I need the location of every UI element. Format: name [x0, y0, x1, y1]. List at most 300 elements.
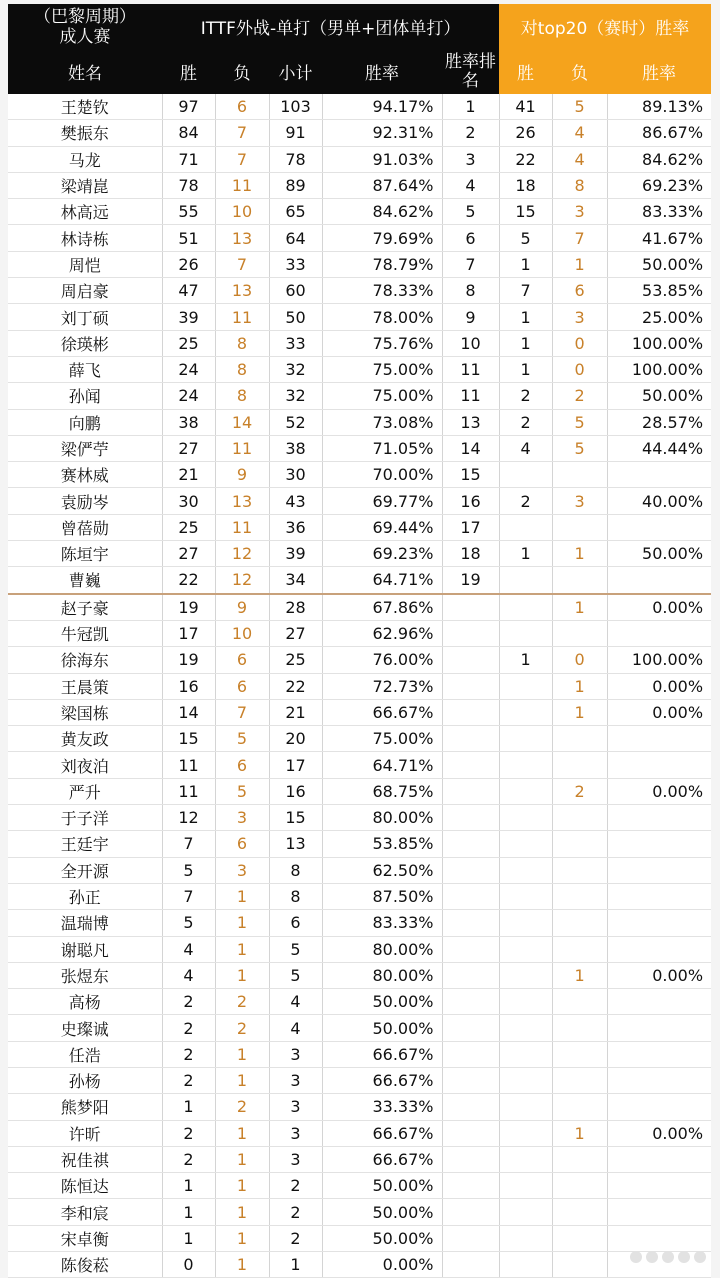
cell-top20-pct	[607, 989, 711, 1015]
cell-top20-win: 4	[499, 435, 552, 461]
cell-loss: 2	[215, 989, 269, 1015]
cell-total: 103	[269, 94, 322, 120]
cell-name: 梁国栋	[8, 699, 162, 725]
cell-rank	[442, 831, 499, 857]
table-row	[8, 778, 711, 804]
cell-top20-win	[499, 1120, 552, 1146]
cell-name: 赵子豪	[8, 594, 162, 621]
table-row	[8, 962, 711, 988]
cell-top20-win: 1	[499, 356, 552, 382]
cell-rank	[442, 752, 499, 778]
cell-win: 2	[162, 1015, 215, 1041]
cell-top20-loss	[552, 831, 607, 857]
cell-top20-win	[499, 936, 552, 962]
cell-loss: 9	[215, 462, 269, 488]
cell-pct: 87.64%	[322, 172, 442, 198]
cell-top20-loss: 3	[552, 488, 607, 514]
cell-top20-pct	[607, 514, 711, 540]
cell-loss: 7	[215, 699, 269, 725]
cell-name: 孙正	[8, 883, 162, 909]
cell-loss: 1	[215, 1041, 269, 1067]
table-row	[8, 1225, 711, 1251]
col-header-total: 小计	[269, 49, 322, 94]
cell-top20-win	[499, 1146, 552, 1172]
cell-win: 55	[162, 199, 215, 225]
cell-win: 17	[162, 620, 215, 646]
cell-loss: 6	[215, 647, 269, 673]
cell-rank	[442, 989, 499, 1015]
cell-top20-win	[499, 673, 552, 699]
cell-win: 24	[162, 356, 215, 382]
cell-pct: 84.62%	[322, 199, 442, 225]
cell-top20-loss: 1	[552, 699, 607, 725]
cell-name: 徐海东	[8, 647, 162, 673]
table-row	[8, 910, 711, 936]
cell-name: 梁靖崑	[8, 172, 162, 198]
cell-win: 7	[162, 883, 215, 909]
cell-name: 薛飞	[8, 356, 162, 382]
cell-top20-win	[499, 752, 552, 778]
cell-pct: 50.00%	[322, 989, 442, 1015]
cell-loss: 5	[215, 778, 269, 804]
cell-loss: 7	[215, 146, 269, 172]
cell-top20-pct: 44.44%	[607, 435, 711, 461]
table-row	[8, 409, 711, 435]
cell-top20-loss	[552, 1146, 607, 1172]
cell-top20-win	[499, 1225, 552, 1251]
cell-name: 梁俨苧	[8, 435, 162, 461]
cell-total: 52	[269, 409, 322, 435]
cell-top20-pct: 0.00%	[607, 594, 711, 621]
cell-top20-win: 2	[499, 383, 552, 409]
cell-pct: 87.50%	[322, 883, 442, 909]
cell-loss: 8	[215, 383, 269, 409]
cell-total: 1	[269, 1252, 322, 1278]
cell-rank	[442, 857, 499, 883]
table-row	[8, 1199, 711, 1225]
cell-win: 1	[162, 1094, 215, 1120]
cell-top20-loss	[552, 989, 607, 1015]
cell-name: 周恺	[8, 251, 162, 277]
cell-top20-loss: 0	[552, 356, 607, 382]
cell-top20-pct: 0.00%	[607, 699, 711, 725]
cell-name: 高杨	[8, 989, 162, 1015]
cell-win: 2	[162, 989, 215, 1015]
table-row	[8, 647, 711, 673]
cell-name: 陈垣宇	[8, 541, 162, 567]
cell-top20-pct: 84.62%	[607, 146, 711, 172]
cell-top20-pct	[607, 726, 711, 752]
cell-top20-loss	[552, 726, 607, 752]
cell-pct: 75.00%	[322, 726, 442, 752]
table-row	[8, 278, 711, 304]
cell-top20-win: 1	[499, 304, 552, 330]
cell-pct: 69.23%	[322, 541, 442, 567]
cell-top20-loss	[552, 514, 607, 540]
cell-top20-win	[499, 1015, 552, 1041]
cell-top20-pct	[607, 857, 711, 883]
cell-loss: 13	[215, 278, 269, 304]
col-header-top20-pct: 胜率	[607, 49, 711, 94]
cell-top20-pct: 83.33%	[607, 199, 711, 225]
cell-top20-win	[499, 726, 552, 752]
table-header	[8, 4, 711, 94]
cell-top20-loss	[552, 1225, 607, 1251]
cell-name: 张煜东	[8, 962, 162, 988]
cell-total: 2	[269, 1173, 322, 1199]
cell-top20-pct: 100.00%	[607, 647, 711, 673]
table-row	[8, 94, 711, 120]
cell-pct: 92.31%	[322, 120, 442, 146]
cell-name: 全开源	[8, 857, 162, 883]
corner-label-line1: （巴黎周期）	[34, 6, 136, 27]
cell-rank	[442, 1225, 499, 1251]
cell-total: 65	[269, 199, 322, 225]
cell-loss: 11	[215, 514, 269, 540]
table-row	[8, 251, 711, 277]
cell-top20-loss: 1	[552, 251, 607, 277]
cell-top20-pct	[607, 1067, 711, 1093]
cell-name: 刘丁硕	[8, 304, 162, 330]
cell-top20-loss: 2	[552, 778, 607, 804]
cell-name: 熊梦阳	[8, 1094, 162, 1120]
cell-pct: 64.71%	[322, 567, 442, 594]
cell-rank	[442, 726, 499, 752]
cell-rank	[442, 673, 499, 699]
cell-top20-loss: 0	[552, 330, 607, 356]
table-row	[8, 699, 711, 725]
cell-win: 39	[162, 304, 215, 330]
cell-top20-loss: 1	[552, 541, 607, 567]
cell-loss: 11	[215, 172, 269, 198]
cell-win: 1	[162, 1225, 215, 1251]
cell-top20-loss	[552, 1252, 607, 1278]
cell-name: 马龙	[8, 146, 162, 172]
cell-top20-loss	[552, 1015, 607, 1041]
col-header-pct: 胜率	[322, 49, 442, 94]
cell-pct: 91.03%	[322, 146, 442, 172]
cell-top20-loss	[552, 936, 607, 962]
cell-total: 91	[269, 120, 322, 146]
cell-top20-pct	[607, 883, 711, 909]
table-row	[8, 304, 711, 330]
cell-rank	[442, 778, 499, 804]
cell-loss: 9	[215, 594, 269, 621]
cell-win: 2	[162, 1041, 215, 1067]
cell-win: 4	[162, 962, 215, 988]
cell-loss: 6	[215, 673, 269, 699]
cell-rank: 2	[442, 120, 499, 146]
cell-total: 32	[269, 356, 322, 382]
table-row	[8, 936, 711, 962]
cell-name: 周启豪	[8, 278, 162, 304]
col-header-loss: 负	[215, 49, 269, 94]
cell-top20-loss	[552, 857, 607, 883]
cell-win: 12	[162, 805, 215, 831]
cell-name: 樊振东	[8, 120, 162, 146]
cell-pct: 50.00%	[322, 1173, 442, 1199]
cell-top20-win	[499, 462, 552, 488]
cell-total: 3	[269, 1094, 322, 1120]
cell-top20-loss	[552, 462, 607, 488]
cell-top20-pct: 50.00%	[607, 251, 711, 277]
cell-pct: 80.00%	[322, 962, 442, 988]
cell-win: 0	[162, 1252, 215, 1278]
cell-top20-pct	[607, 462, 711, 488]
cell-top20-loss: 6	[552, 278, 607, 304]
table-row	[8, 857, 711, 883]
cell-total: 33	[269, 251, 322, 277]
table-row	[8, 435, 711, 461]
cell-name: 孙闻	[8, 383, 162, 409]
table-row	[8, 805, 711, 831]
cell-pct: 71.05%	[322, 435, 442, 461]
cell-top20-win: 2	[499, 409, 552, 435]
cell-total: 6	[269, 910, 322, 936]
cell-name: 林诗栋	[8, 225, 162, 251]
cell-win: 14	[162, 699, 215, 725]
watermark	[630, 1251, 706, 1263]
table-row	[8, 462, 711, 488]
cell-top20-pct	[607, 805, 711, 831]
cell-total: 2	[269, 1199, 322, 1225]
cell-total: 38	[269, 435, 322, 461]
cell-top20-win: 1	[499, 541, 552, 567]
cell-top20-pct: 0.00%	[607, 962, 711, 988]
group-header-main: ITTF外战-单打（男单+团体单打）	[162, 4, 499, 49]
cell-rank: 17	[442, 514, 499, 540]
table-row	[8, 383, 711, 409]
cell-win: 26	[162, 251, 215, 277]
cell-loss: 1	[215, 1120, 269, 1146]
cell-top20-loss: 5	[552, 435, 607, 461]
table-row	[8, 567, 711, 594]
col-header-win: 胜	[162, 49, 215, 94]
cell-pct: 75.00%	[322, 383, 442, 409]
cell-pct: 64.71%	[322, 752, 442, 778]
cell-name: 任浩	[8, 1041, 162, 1067]
cell-total: 60	[269, 278, 322, 304]
cell-total: 32	[269, 383, 322, 409]
cell-rank	[442, 1094, 499, 1120]
cell-pct: 69.77%	[322, 488, 442, 514]
cell-top20-pct	[607, 1015, 711, 1041]
watermark-dot	[630, 1251, 642, 1263]
cell-top20-win	[499, 1173, 552, 1199]
cell-rank: 6	[442, 225, 499, 251]
cell-name: 祝佳祺	[8, 1146, 162, 1172]
cell-top20-loss: 7	[552, 225, 607, 251]
cell-top20-loss: 3	[552, 304, 607, 330]
cell-pct: 53.85%	[322, 831, 442, 857]
cell-pct: 79.69%	[322, 225, 442, 251]
cell-top20-loss: 4	[552, 120, 607, 146]
cell-top20-loss	[552, 1041, 607, 1067]
cell-name: 陈俊菘	[8, 1252, 162, 1278]
cell-loss: 1	[215, 962, 269, 988]
cell-top20-win	[499, 778, 552, 804]
cell-loss: 12	[215, 541, 269, 567]
cell-name: 赛林威	[8, 462, 162, 488]
cell-loss: 7	[215, 251, 269, 277]
table-row	[8, 330, 711, 356]
cell-pct: 80.00%	[322, 805, 442, 831]
cell-rank	[442, 699, 499, 725]
cell-rank	[442, 620, 499, 646]
table-row	[8, 594, 711, 621]
cell-win: 15	[162, 726, 215, 752]
cell-win: 27	[162, 541, 215, 567]
cell-top20-loss: 4	[552, 146, 607, 172]
cell-loss: 2	[215, 1094, 269, 1120]
cell-name: 曾蓓勋	[8, 514, 162, 540]
cell-rank: 11	[442, 356, 499, 382]
cell-top20-win	[499, 1094, 552, 1120]
col-header-name: 姓名	[8, 49, 162, 94]
cell-top20-pct: 86.67%	[607, 120, 711, 146]
cell-top20-win: 26	[499, 120, 552, 146]
cell-top20-win: 15	[499, 199, 552, 225]
cell-loss: 1	[215, 1252, 269, 1278]
cell-top20-win	[499, 805, 552, 831]
cell-top20-win: 18	[499, 172, 552, 198]
table-row	[8, 356, 711, 382]
cell-rank: 1	[442, 94, 499, 120]
cell-top20-win	[499, 1199, 552, 1225]
cell-win: 24	[162, 383, 215, 409]
cell-total: 8	[269, 857, 322, 883]
cell-top20-pct	[607, 936, 711, 962]
cell-top20-win: 2	[499, 488, 552, 514]
cell-top20-win	[499, 962, 552, 988]
watermark-dot	[662, 1251, 674, 1263]
cell-win: 5	[162, 910, 215, 936]
cell-win: 25	[162, 514, 215, 540]
cell-loss: 5	[215, 726, 269, 752]
cell-top20-loss: 5	[552, 409, 607, 435]
table-row	[8, 1173, 711, 1199]
cell-rank	[442, 1173, 499, 1199]
cell-top20-loss	[552, 1094, 607, 1120]
table-row	[8, 883, 711, 909]
cell-win: 30	[162, 488, 215, 514]
cell-name: 陈恒达	[8, 1173, 162, 1199]
cell-top20-loss: 3	[552, 199, 607, 225]
cell-win: 47	[162, 278, 215, 304]
cell-name: 徐瑛彬	[8, 330, 162, 356]
cell-rank: 4	[442, 172, 499, 198]
cell-top20-pct: 0.00%	[607, 673, 711, 699]
cell-top20-loss: 1	[552, 1120, 607, 1146]
cell-name: 李和宸	[8, 1199, 162, 1225]
cell-top20-loss: 0	[552, 647, 607, 673]
cell-name: 许昕	[8, 1120, 162, 1146]
cell-loss: 11	[215, 304, 269, 330]
table-row	[8, 514, 711, 540]
cell-name: 黄友政	[8, 726, 162, 752]
cell-top20-win	[499, 699, 552, 725]
cell-top20-loss	[552, 1199, 607, 1225]
cell-top20-loss: 2	[552, 383, 607, 409]
cell-top20-win: 22	[499, 146, 552, 172]
cell-top20-pct: 100.00%	[607, 330, 711, 356]
cell-pct: 80.00%	[322, 936, 442, 962]
table-row	[8, 1067, 711, 1093]
cell-name: 谢聪凡	[8, 936, 162, 962]
cell-rank	[442, 1252, 499, 1278]
cell-total: 2	[269, 1225, 322, 1251]
cell-total: 15	[269, 805, 322, 831]
cell-pct: 68.75%	[322, 778, 442, 804]
cell-top20-win	[499, 857, 552, 883]
table-row	[8, 172, 711, 198]
cell-top20-pct: 0.00%	[607, 778, 711, 804]
cell-top20-loss	[552, 567, 607, 594]
cell-top20-loss	[552, 752, 607, 778]
cell-loss: 2	[215, 1015, 269, 1041]
cell-rank	[442, 936, 499, 962]
cell-name: 向鹏	[8, 409, 162, 435]
corner-label-line2: 成人赛	[59, 26, 111, 47]
cell-name: 刘夜泊	[8, 752, 162, 778]
cell-top20-loss: 1	[552, 673, 607, 699]
cell-total: 30	[269, 462, 322, 488]
table-row	[8, 1120, 711, 1146]
cell-top20-win: 1	[499, 647, 552, 673]
cell-rank: 18	[442, 541, 499, 567]
cell-top20-pct	[607, 831, 711, 857]
cell-total: 4	[269, 989, 322, 1015]
cell-top20-loss: 1	[552, 962, 607, 988]
col-header-top20-loss: 负	[552, 49, 607, 94]
cell-rank	[442, 1146, 499, 1172]
cell-top20-win	[499, 883, 552, 909]
cell-rank: 8	[442, 278, 499, 304]
cell-rank: 10	[442, 330, 499, 356]
table-row	[8, 726, 711, 752]
cell-pct: 75.00%	[322, 356, 442, 382]
cell-total: 78	[269, 146, 322, 172]
cell-win: 21	[162, 462, 215, 488]
cell-rank	[442, 1041, 499, 1067]
cell-total: 27	[269, 620, 322, 646]
col-header-rank: 胜率排名	[442, 49, 499, 94]
cell-loss: 8	[215, 330, 269, 356]
cell-total: 21	[269, 699, 322, 725]
cell-pct: 70.00%	[322, 462, 442, 488]
cell-total: 5	[269, 962, 322, 988]
cell-rank	[442, 1015, 499, 1041]
cell-top20-pct: 89.13%	[607, 94, 711, 120]
cell-loss: 6	[215, 831, 269, 857]
cell-pct: 73.08%	[322, 409, 442, 435]
cell-loss: 1	[215, 936, 269, 962]
cell-name: 曹巍	[8, 567, 162, 594]
cell-top20-pct: 53.85%	[607, 278, 711, 304]
cell-rank: 5	[442, 199, 499, 225]
cell-loss: 1	[215, 1225, 269, 1251]
cell-pct: 78.00%	[322, 304, 442, 330]
cell-loss: 10	[215, 199, 269, 225]
cell-top20-pct	[607, 1199, 711, 1225]
cell-total: 13	[269, 831, 322, 857]
cell-win: 1	[162, 1199, 215, 1225]
cell-win: 11	[162, 778, 215, 804]
cell-top20-pct	[607, 1225, 711, 1251]
cell-win: 38	[162, 409, 215, 435]
cell-pct: 69.44%	[322, 514, 442, 540]
cell-top20-loss: 5	[552, 94, 607, 120]
